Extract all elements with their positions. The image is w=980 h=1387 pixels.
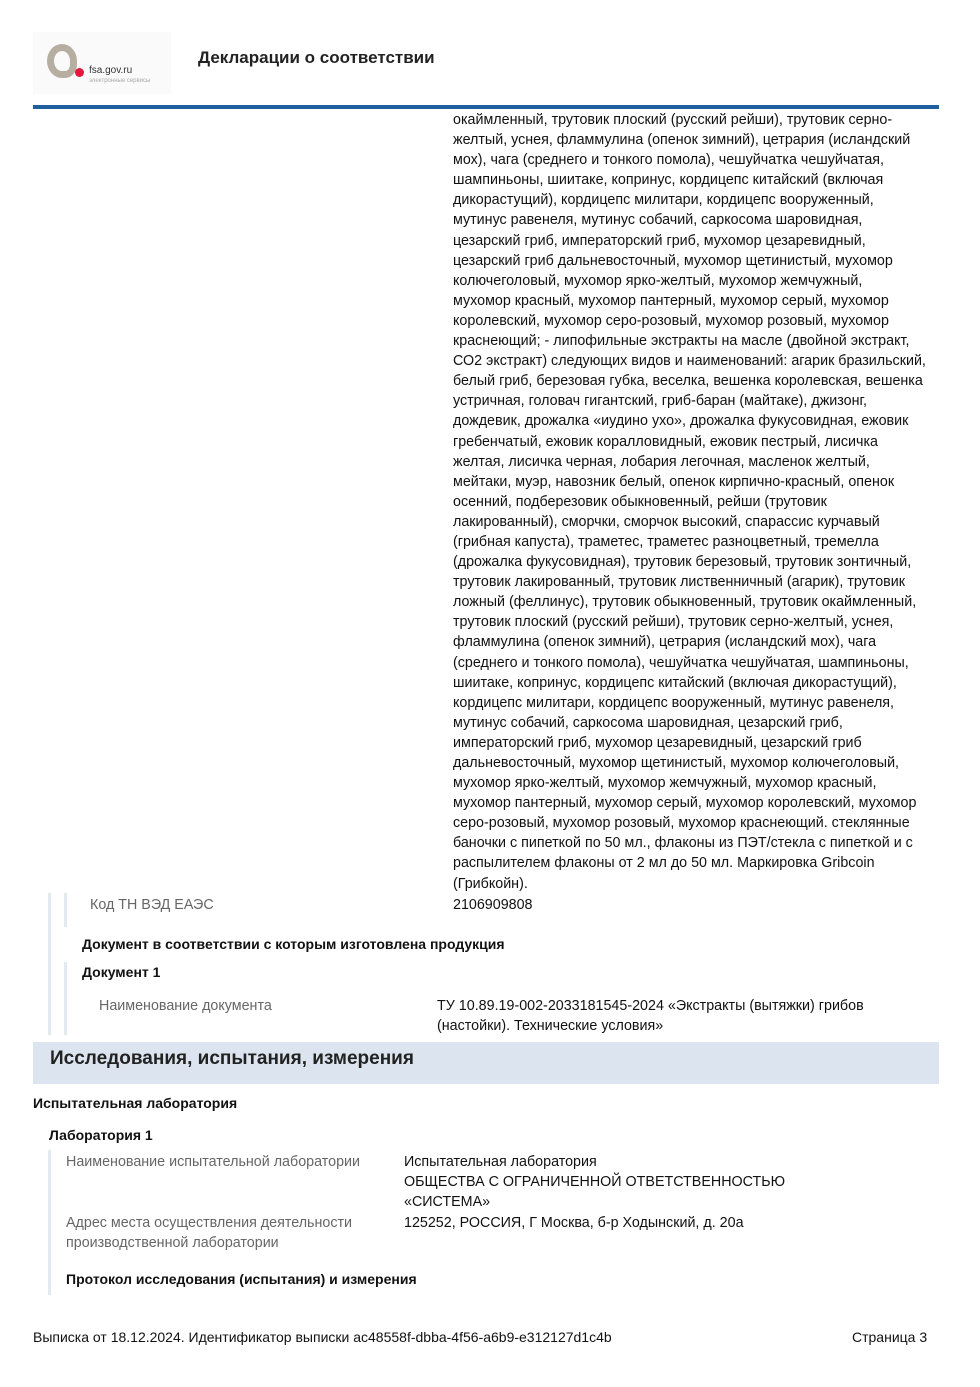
section-title: Исследования, испытания, измерения bbox=[50, 1048, 414, 1069]
fsa-logo bbox=[33, 32, 171, 94]
footer-text: Выписка от 18.12.2024. Идентификатор выписки ac48558f-dbba-4f56-a6b9-e312127d1c4b bbox=[33, 1329, 612, 1345]
lab-name-line: «СИСТЕМА» bbox=[404, 1194, 491, 1211]
description-line: цезарский гриб, императорский гриб, мухомор цезаревидный, bbox=[453, 232, 866, 249]
description-line: баночки с пипеткой по 50 мл., флаконы из ПЭТ/стекла с пипеткой и с bbox=[453, 835, 913, 852]
description-line: мухомор пантерный, мухомор серый, мухомор королевский, мухомор bbox=[453, 795, 917, 812]
description-line: мухомор ярко-желтый, мухомор жемчужный, мухомор красный, bbox=[453, 775, 877, 792]
description-line: краснеющий; - липофильные экстракты на масле (двойной экстракт, bbox=[453, 333, 910, 350]
lab-name-line: ОБЩЕСТВА С ОГРАНИЧЕННОЙ ОТВЕТСТВЕННОСТЬЮ bbox=[404, 1174, 786, 1191]
lab-name-label: Наименование испытательной лаборатории bbox=[66, 1154, 361, 1170]
doc-name-label: Наименование документа bbox=[99, 998, 272, 1014]
doc-section-title: Документ в соответствии с которым изготовлена продукция bbox=[82, 936, 505, 952]
description-line: шампиньоны, шиитаке, копринус, кордицепс китайский (включая bbox=[453, 172, 884, 189]
description-line: лакированный), сморчки, сморчок высокий, спарассис курчавый bbox=[453, 513, 880, 530]
fsa-logo-mark-icon bbox=[47, 44, 77, 78]
description-line: шиитаке, копринус, кордицепс китайский (включая дикорастущий), bbox=[453, 674, 897, 691]
lab-address-label bbox=[66, 1213, 352, 1253]
header-divider bbox=[33, 105, 939, 109]
lab-name-line: Испытательная лаборатория bbox=[404, 1154, 597, 1170]
description-line: распылителем флаконы от 2 мл до 50 мл. Маркировка Gribcoin bbox=[453, 855, 875, 872]
description-line: цезарский гриб дальневосточный, мухомор щетинистый, мухомор bbox=[453, 252, 893, 269]
description-line: осенний, подберезовик обыкновенный, рейши (трутовик bbox=[453, 493, 827, 510]
description-line: мутинус собачий, саркосома шаровидная, цезарский гриб, bbox=[453, 714, 843, 731]
doc-name-line: (настойки). Технические условия» bbox=[437, 1018, 664, 1035]
description-line: мутинус равенеля, мутинус собачий, саркосома шаровидная, bbox=[453, 212, 863, 229]
lab-address-label-line: производственной лаборатории bbox=[66, 1235, 279, 1252]
description-line: серо-розовый, мухомор розовый, мухомор краснеющий. стеклянные bbox=[453, 815, 910, 832]
tn-ved-label: Код ТН ВЭД ЕАЭС bbox=[90, 897, 214, 913]
lab-title: Лаборатория 1 bbox=[49, 1127, 153, 1143]
description-line: мейтаки, муэр, навозник белый, опенок кирпично-красный, опенок bbox=[453, 473, 895, 490]
page-number: Страница 3 bbox=[852, 1329, 928, 1345]
description-line: белый гриб, березовая губка, веселка, вешенка королевская, вешенка bbox=[453, 373, 923, 390]
description-line: дальневосточный, мухомор щетинистый, мухомор колючеголовый, bbox=[453, 755, 900, 771]
description-line: СО2 экстракт) следующих видов и наименований: агарик бразильский, bbox=[453, 353, 926, 370]
description-line: устричная, головач гигантский, гриб-баран (майтаке), джизонг, bbox=[453, 393, 867, 410]
description-line: трутовик лакированный, трутовик лиственничный (агарик), трутовик bbox=[453, 574, 905, 591]
subsection-border bbox=[64, 893, 67, 927]
section-border bbox=[48, 1150, 51, 1295]
subsection-border bbox=[64, 962, 67, 1035]
logo-site: fsa.gov.ru bbox=[89, 65, 133, 76]
section-border bbox=[48, 893, 51, 1035]
description-line: (дрожалка фукусовидная), трутовик березовый, трутовик зонтичный, bbox=[453, 554, 912, 571]
fsa-logo-dot-icon bbox=[75, 68, 84, 77]
description-line: ложный (феллинус), трутовик обыкновенный, трутовик окаймленный, bbox=[453, 594, 917, 611]
description-line: желтый, уснея, фламмулина (опенок зимний), цетрария (исландский bbox=[453, 132, 911, 149]
description-line: королевский, мухомор серо-розовый, мухомор розовый, мухомор bbox=[453, 312, 889, 329]
product-description bbox=[453, 110, 926, 894]
description-line: (грибная капуста), траметес, траметес разноцветный, тремелла bbox=[453, 533, 879, 550]
lab-heading: Испытательная лаборатория bbox=[33, 1095, 238, 1111]
lab-address-value: 125252, РОССИЯ, Г Москва, б-р Ходынский, д. 20а bbox=[404, 1215, 744, 1231]
description-line: (Грибкойн). bbox=[453, 875, 528, 892]
logo-subtitle: электронные сервисы bbox=[89, 78, 151, 84]
lab-name-value bbox=[404, 1152, 785, 1212]
protocol-title: Протокол исследования (испытания) и измерения bbox=[66, 1271, 417, 1287]
description-line: мох), чага (среднего и тонкого помола), чешуйчатка чешуйчатая, bbox=[453, 152, 885, 169]
description-line: дикорастущий), кордицепс милитари, кордицепс вооруженный, bbox=[453, 192, 874, 209]
lab-address-label-line: Адрес места осуществления деятельности bbox=[66, 1215, 353, 1231]
description-line: дождевик, дрожалка «иудино ухо», дрожалка фукусовидная, ежовик bbox=[453, 413, 909, 430]
description-line: фламмулина (опенок зимний), цетрария (исландский мох), чага bbox=[453, 634, 877, 651]
description-line: желтая, лисичка черная, лобария легочная, масленок желтый, bbox=[453, 453, 870, 470]
description-line: колючеголовый, мухомор ярко-желтый, мухомор жемчужный, bbox=[453, 272, 863, 289]
description-line: кордицепс милитари, кордицепс вооруженный, мутинус равенеля, bbox=[453, 694, 895, 711]
description-line: трутовик плоский (русский рейши), трутовик серно-желтый, уснея, bbox=[453, 614, 894, 631]
description-line: гребенчатый, ежовик коралловидный, ежовик пестрый, лисичка bbox=[453, 433, 878, 450]
description-line: окаймленный, трутовик плоский (русский рейши), трутовик серно- bbox=[453, 112, 893, 128]
doc-name-value bbox=[437, 996, 864, 1036]
description-line: (среднего и тонкого помола), чешуйчатка чешуйчатая, шампиньоны, bbox=[453, 654, 909, 671]
description-line: мухомор красный, мухомор пантерный, мухомор серый, мухомор bbox=[453, 292, 889, 309]
page-title: Декларации о соответствии bbox=[198, 48, 435, 67]
doc-name-line: ТУ 10.89.19-002-2033181545-2024 «Экстракты (вытяжки) грибов bbox=[437, 998, 864, 1014]
tn-ved-value: 2106909808 bbox=[453, 897, 533, 913]
doc-title: Документ 1 bbox=[82, 964, 161, 980]
description-line: императорский гриб, мухомор цезаревидный, цезарский гриб bbox=[453, 734, 862, 751]
